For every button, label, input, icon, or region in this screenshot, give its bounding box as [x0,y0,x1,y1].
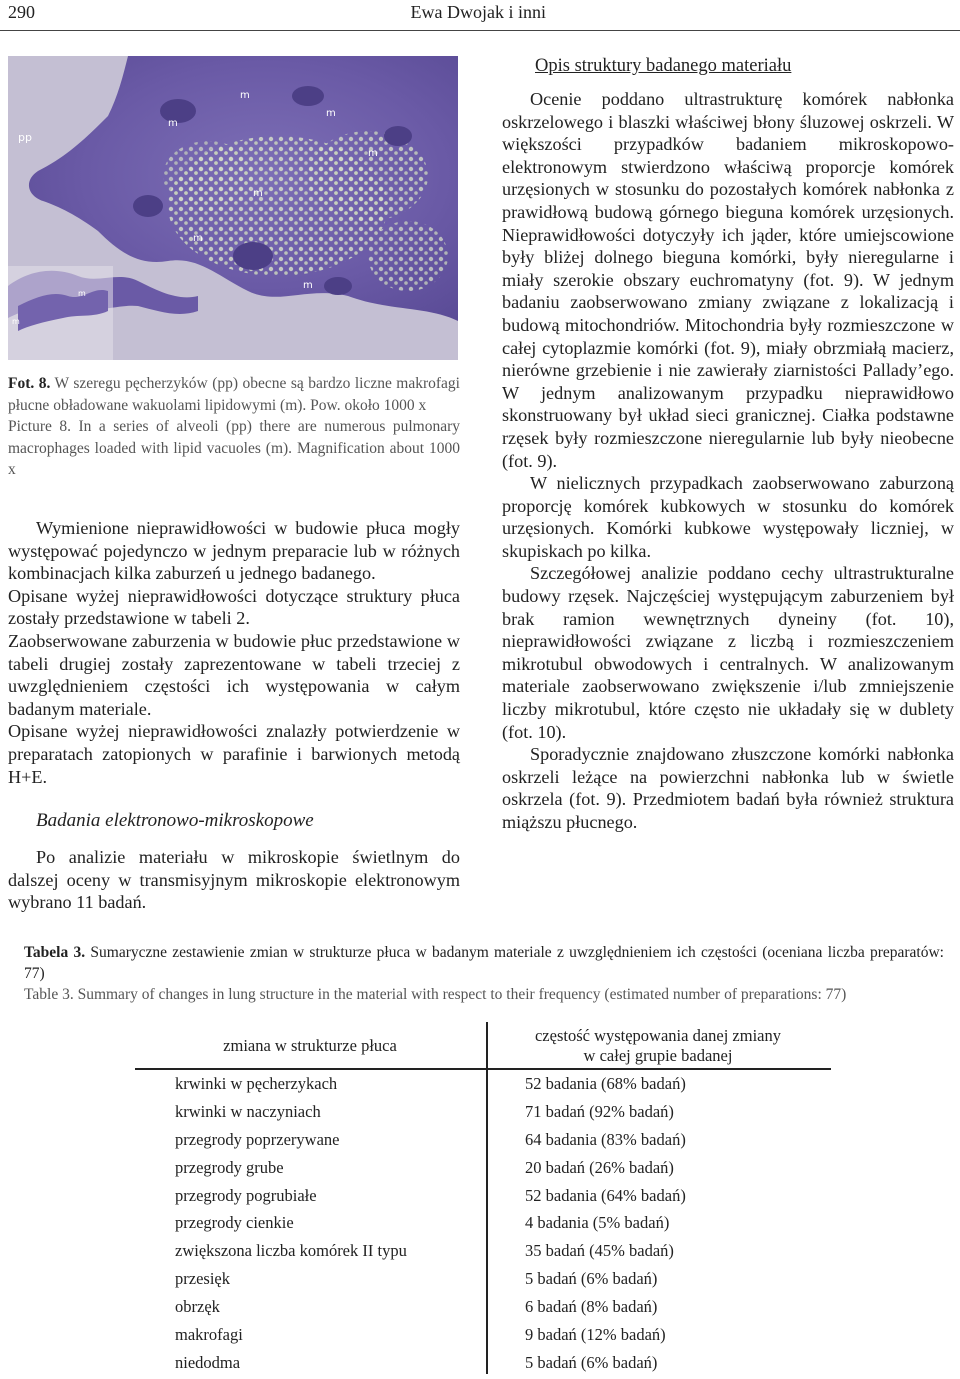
label-m: m [168,118,178,129]
table-row [0,1239,960,1267]
table-row [0,1351,960,1379]
table-row [0,1156,960,1184]
table-body [0,1072,960,1379]
change-cell: przegrody grube [175,1157,284,1177]
label-m: m [303,280,313,291]
label-m: m [12,317,20,326]
paragraph: Zaobserwowane zaburzenia w budowie płuc przedstawione w tabeli drugiej zostały zaprezentowane w tabeli trzeciej z uwzględnieniem częstości ich występowania w całym badanym materiale. [8,630,460,719]
left-column-subsection [8,846,460,914]
figure-caption [8,373,460,481]
paragraph: Ocenie poddano ultrastrukturę komórek nabłonka oskrzelowego i blaszki właściwej błony śluzowej oskrzeli. W większości przypadków badaniem mikroskopowo-elektronowym stwierdzono właściwą proporcje komórek urzęsionych w stosunku do pozostałych komórek nabłonka z prawidłową budową górnego bieguna komórek urzęsionych. Nieprawidłowości dotyczyły ich jąder, które umiejscowione były bliżej dolnego bieguna komórki, były nieregularne i miały szerokie obszary euchromatyny (fot. 9). W jednym badaniu zaobserwowano zmiany związane z lokalizacją i budową mitochondriów. Mitochondria były rozmieszczone w całej cytoplazmie komórki (fot. 9), miały obrzmiałą macierz, nierówne grzebienie i nie zawierały ziarnistości Pallady’ego. W jednym analizowanym przypadku nieprawidłowo skonstruowany był układ sieci granicznej. Ciałka podstawne rzęsek były rozmieszczone nieregularnie lub były nieobecne (fot. 9). [502,89,954,471]
table-label: Tabela 3. [24,944,86,961]
change-cell: przegrody poprzerywane [175,1129,340,1149]
change-cell: przegrody pogrubiałe [175,1185,317,1205]
change-cell: makrofagi [175,1325,243,1345]
frequency-cell: 71 badań (92% badań) [525,1101,674,1121]
frequency-cell: 9 badań (12% badań) [525,1325,666,1345]
frequency-cell: 52 badania (64% badań) [525,1185,686,1205]
label-m: m [193,233,203,244]
label-pp: pp [18,131,32,144]
table-row [0,1072,960,1100]
table-row [0,1295,960,1323]
figure-number: Fot. 8. [8,375,51,392]
paragraph: W nielicznych przypadkach zaobserwowano zaburzoną proporcję komórek kubkowych w stosunku do komórek urzęsionych. Komórki kubkowe występowały liczniej, w skupiskach po kilka. [502,473,954,561]
table-row [0,1128,960,1156]
label-m: m [253,188,263,199]
change-cell: krwinki w naczyniach [175,1101,321,1121]
section-subheading: Badania elektronowo-mikroskopowe [36,810,314,831]
frequency-cell: 20 badań (26% badań) [525,1157,674,1177]
frequency-cell: 6 badań (8% badań) [525,1297,658,1317]
micrograph-figure-8 [8,56,458,360]
caption-english: Picture 8. In a series of alveoli (pp) there are numerous pulmonary macrophages loaded with lipid vacuoles (m). Magnification about 1000 x [8,418,460,478]
paragraph: Wymienione nieprawidłowości w budowie płuca mogły występować pojedynczo w jednym preparacie lub w różnych kombinacjach kilka zaburzeń u jednego badanego. [8,518,460,584]
header-divider [0,30,960,31]
change-cell: obrzęk [175,1297,220,1317]
caption-polish: W szeregu pęcherzyków (pp) obecne są bardzo liczne makrofagi płucne obładowane wakuolami lipidowymi (m). Pow. około 1000 x [8,375,460,414]
change-cell: niedodma [175,1352,241,1372]
table-row [0,1267,960,1295]
table-row [0,1211,960,1239]
right-column [502,88,954,834]
frequency-cell: 4 badania (5% badań) [525,1213,670,1233]
left-column [8,517,460,788]
table-row [0,1323,960,1351]
paragraph: Opisane wyżej nieprawidłowości dotyczące struktury płuca zostały przedstawione w tabeli 2. [8,585,460,629]
label-m: m [368,148,378,159]
micrograph-image [8,56,458,360]
change-cell: przegrody cienkie [175,1213,294,1233]
running-head: Ewa Dwojak i inni [410,2,546,22]
change-cell: przesięk [175,1269,230,1289]
frequency-cell: 64 badania (83% badań) [525,1129,686,1149]
page-number: 290 [8,2,35,22]
change-cell: krwinki w pęcherzykach [175,1074,338,1093]
paragraph: Po analizie materiału w mikroskopie świetlnym do dalszej oceny w transmisyjnym mikroskopie elektronowym wybrano 11 badań. [8,847,460,913]
table-header-change: zmiana w strukturze płuca [223,1036,397,1055]
label-m: m [78,289,86,298]
table-caption-polish: Sumaryczne zestawienie zmian w strukturze płuca w badanym materiale z uwzględnieniem ich częstości (oceniana liczba preparatów: 77) [24,944,944,982]
change-cell: zwiększona liczba komórek II typu [175,1241,407,1261]
table-header-frequency [488,1026,828,1066]
table-header-rule [135,1068,831,1070]
table-row [0,1184,960,1212]
header-line: częstość występowania danej zmiany [534,1026,782,1045]
paragraph: Opisane wyżej nieprawidłowości znalazły potwierdzenie w preparatach zatopionych w parafinie i barwionych metodą H+E. [8,721,460,787]
frequency-cell: 5 badań (6% badań) [525,1352,658,1372]
paragraph: Szczegółowej analizie poddano cechy ultrastrukturalne budowy rzęsek. Najczęściej występującym zaburzeniem był brak ramion wewnętrznych dyneiny (fot. 10), nieprawidłowości związane z liczbą i rozmieszczeniem mikrotubul obwodowych i centralnych. W analizowanym materiale zaobserwowano zwiększenie i/lub zmniejszenie liczby mikrotubul, które często nie układały się w dublety (fot. 10). [502,563,954,742]
label-m: m [326,108,336,119]
table-caption [24,942,944,1005]
label-m: m [240,90,250,101]
frequency-cell: 52 badania (68% badań) [525,1074,686,1093]
section-title: Opis struktury badanego materiału [535,56,792,76]
frequency-cell: 5 badań (6% badań) [525,1269,658,1289]
paragraph: Sporadycznie znajdowano złuszczone komórki nabłonka oskrzeli leżące na powierzchni nabłonka lub w świetle oskrzela (fot. 9). Przedmiotem badań była również struktura miąższu płucnego. [502,744,954,832]
frequency-cell: 35 badań (45% badań) [525,1241,674,1261]
header-line: w całej grupie badanej [583,1046,733,1065]
table-caption-english: Table 3. Summary of changes in lung structure in the material with respect to their frequency (estimated number of preparations: 77) [24,986,847,1003]
table-row [0,1100,960,1128]
